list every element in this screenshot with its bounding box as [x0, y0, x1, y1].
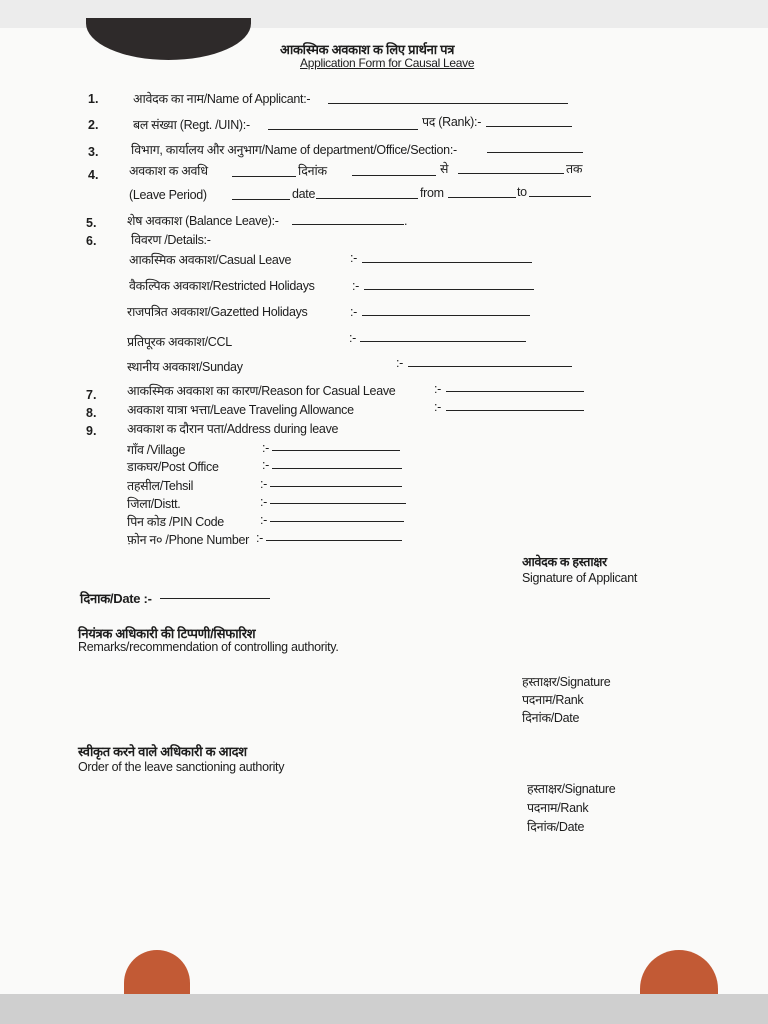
district-field[interactable]	[270, 503, 406, 504]
sunday-field[interactable]	[408, 366, 572, 367]
separator: :-	[434, 382, 442, 396]
item-number: 5.	[86, 216, 97, 230]
leave-from-field[interactable]	[448, 197, 516, 198]
applicant-name-label: आवेदक का नाम/Name of Applicant:-	[133, 92, 311, 106]
sig2-date: दिनांक/Date	[527, 820, 585, 834]
restricted-holidays-field[interactable]	[364, 289, 534, 290]
rank-label: पद (Rank):-	[422, 115, 482, 129]
gazetted-holidays-label: राजपत्रित अवकाश/Gazetted Holidays	[127, 305, 308, 319]
separator: :-	[260, 477, 268, 491]
post-office-label: डाकघर/Post Office	[127, 460, 219, 474]
separator: :-	[434, 400, 442, 414]
district-label: जिला/Distt.	[127, 497, 181, 511]
item-number: 4.	[88, 168, 99, 182]
item-number: 1.	[88, 92, 99, 106]
separator: :-	[396, 356, 404, 370]
applicant-name-field[interactable]	[328, 103, 568, 104]
to-label: to	[517, 185, 527, 199]
item-number: 2.	[88, 118, 99, 132]
date-label: date	[292, 187, 316, 201]
separator: :-	[262, 458, 270, 472]
leave-from-field-hi[interactable]	[458, 173, 564, 174]
details-label: विवरण /Details:-	[131, 233, 211, 247]
ccl-label: प्रतिपूरक अवकाश/CCL	[127, 335, 232, 349]
casual-leave-label: आकस्मिक अवकाश/Casual Leave	[129, 253, 292, 267]
sunday-label: स्थानीय अवकाश/Sunday	[127, 360, 243, 374]
leave-period-label-hi: अवकाश क अवधि	[129, 164, 208, 178]
sig1-rank: पदनाम/Rank	[522, 693, 584, 707]
title-hindi: आकस्मिक अवकाश क लिए प्रार्थना पत्र	[280, 42, 455, 57]
applicant-signature-hi: आवेदक क हस्ताक्षर	[522, 555, 607, 569]
date-field[interactable]	[160, 598, 270, 599]
leave-period-sub: (Leave Period)	[129, 188, 207, 202]
order-en: Order of the leave sanctioning authority	[78, 760, 285, 774]
gazetted-holidays-field[interactable]	[362, 315, 530, 316]
leave-period-days-field[interactable]	[232, 176, 296, 177]
separator: :-	[262, 441, 270, 455]
separator: :-	[260, 513, 268, 527]
remarks-hi: नियंत्रक अधिकारी की टिप्पणी/सिफारिश	[78, 626, 256, 641]
separator: :-	[256, 531, 264, 545]
separator: :-	[260, 495, 268, 509]
to-label-hi: तक	[566, 162, 583, 176]
from-label: from	[420, 186, 444, 200]
regt-no-label: बल संख्या (Regt. /UIN):-	[133, 118, 250, 132]
lta-field[interactable]	[446, 410, 584, 411]
item-number: 3.	[88, 145, 99, 159]
balance-leave-field[interactable]	[292, 224, 404, 225]
lta-label: अवकाश यात्रा भत्ता/Leave Traveling Allowance	[127, 403, 354, 417]
restricted-holidays-label: वैकल्पिक अवकाश/Restricted Holidays	[129, 279, 315, 293]
sig2-signature: हस्ताक्षर/Signature	[527, 782, 616, 796]
item-number: 8.	[86, 406, 97, 420]
regt-no-field[interactable]	[268, 129, 418, 130]
reason-field[interactable]	[446, 391, 584, 392]
sig2-rank: पदनाम/Rank	[527, 801, 589, 815]
phone-label: फ़ोन न० /Phone Number	[127, 533, 250, 547]
order-hi: स्वीकृत करने वाले अधिकारी क आदश	[78, 744, 247, 759]
separator: :-	[350, 251, 358, 265]
pin-code-field[interactable]	[270, 521, 404, 522]
leave-date-field[interactable]	[316, 198, 418, 199]
reason-label: आकस्मिक अवकाश का कारण/Reason for Casual Leave	[127, 384, 396, 398]
separator: :-	[349, 331, 357, 345]
date-label-main: दिनाक/Date :-	[80, 591, 152, 606]
village-field[interactable]	[272, 450, 400, 451]
department-label: विभाग, कार्यालय और अनुभाग/Name of department/Office/Section:-	[131, 143, 457, 157]
remarks-en: Remarks/recommendation of controlling authority.	[78, 640, 339, 654]
phone-field[interactable]	[266, 540, 402, 541]
department-field[interactable]	[487, 152, 583, 153]
title-english: Application Form for Causal Leave	[300, 56, 475, 70]
date-label-hi: दिनांक	[298, 164, 327, 178]
balance-leave-suffix: .	[404, 214, 408, 228]
applicant-signature-en: Signature of Applicant	[522, 571, 638, 585]
pin-code-label: पिन कोड /PIN Code	[127, 515, 224, 529]
item-number: 7.	[86, 388, 97, 402]
item-number: 9.	[86, 424, 97, 438]
rank-field[interactable]	[486, 126, 572, 127]
village-label: गाँव /Village	[127, 443, 186, 457]
leave-period-field[interactable]	[232, 199, 290, 200]
balance-leave-label: शेष अवकाश (Balance Leave):-	[127, 214, 279, 228]
address-label: अवकाश क दौरान पता/Address during leave	[127, 422, 339, 436]
sig1-signature: हस्ताक्षर/Signature	[522, 675, 611, 689]
leave-date-field-hi[interactable]	[352, 175, 436, 176]
background-bottom	[0, 994, 768, 1024]
casual-leave-field[interactable]	[362, 262, 532, 263]
sig1-date: दिनांक/Date	[522, 711, 580, 725]
item-number: 6.	[86, 234, 97, 248]
post-office-field[interactable]	[272, 468, 402, 469]
tehsil-label: तहसील/Tehsil	[127, 479, 194, 493]
tehsil-field[interactable]	[270, 486, 402, 487]
separator: :-	[350, 305, 358, 319]
form-paper	[0, 28, 768, 994]
leave-to-field[interactable]	[529, 196, 591, 197]
separator: :-	[352, 279, 360, 293]
ccl-field[interactable]	[360, 341, 526, 342]
from-label-hi: से	[440, 162, 449, 176]
